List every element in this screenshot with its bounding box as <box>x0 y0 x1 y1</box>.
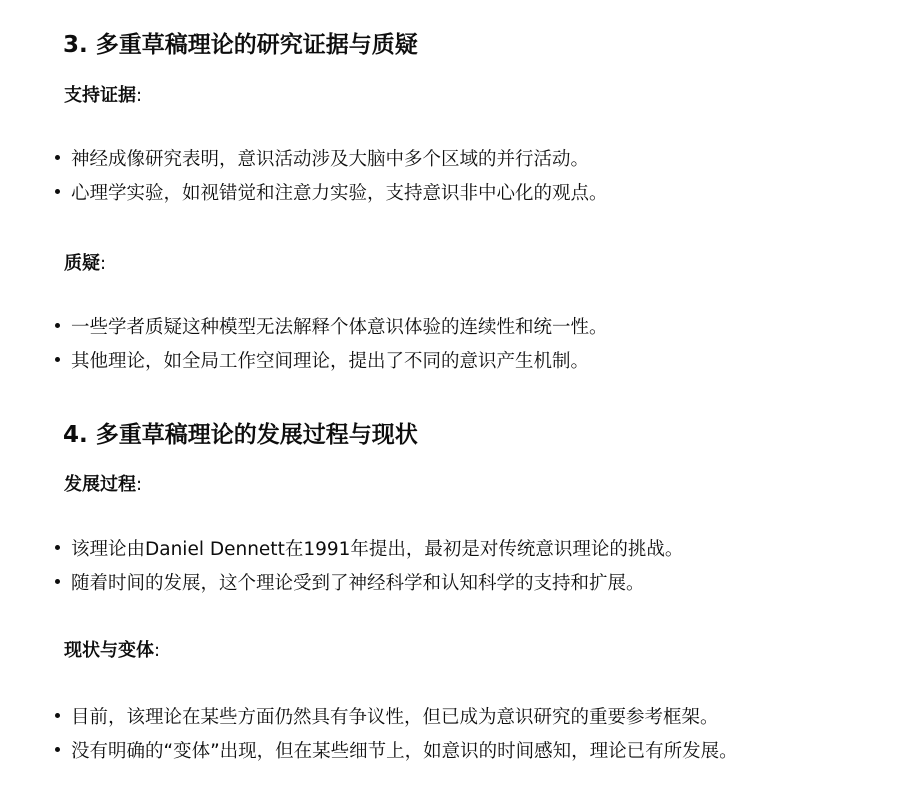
list-item-text: 其他理论，如全局工作空间理论，提出了不同的意识产生机制。 <box>71 351 590 372</box>
group-label-support-evidence <box>64 83 142 109</box>
bullet-dot <box>55 747 60 752</box>
bullet-dot <box>55 357 60 362</box>
bullet-dot <box>55 545 60 550</box>
bullet-dot <box>55 155 60 160</box>
group-label-status-variants <box>64 638 160 664</box>
bullet-dot <box>55 323 60 328</box>
list-item <box>0 314 608 348</box>
bullet-list-status-variants <box>0 704 738 772</box>
bullet-dot <box>55 579 60 584</box>
group-label-text: 现状与变体 <box>64 640 154 661</box>
bullet-list-development <box>0 536 683 604</box>
group-label-colon: : <box>136 85 143 106</box>
section-heading-4: 4. 多重草稿理论的发展过程与现状 <box>63 422 418 448</box>
list-item-text: 心理学实验，如视错觉和注意力实验，支持意识非中心化的观点。 <box>71 183 608 204</box>
group-label-text: 发展过程 <box>64 474 136 495</box>
group-label-development <box>64 472 142 498</box>
group-label-doubts <box>64 251 106 277</box>
list-item <box>0 536 683 570</box>
list-item <box>0 704 738 738</box>
group-label-colon: : <box>154 640 161 661</box>
group-label-text: 支持证据 <box>64 85 136 106</box>
list-item <box>0 180 608 214</box>
list-item <box>0 738 738 772</box>
list-item-text: 随着时间的发展，这个理论受到了神经科学和认知科学的支持和扩展。 <box>71 573 645 594</box>
section-heading-3: 3. 多重草稿理论的研究证据与质疑 <box>63 32 418 58</box>
bullet-dot <box>55 189 60 194</box>
list-item-text: 该理论由Daniel Dennett在1991年提出，最初是对传统意识理论的挑战。 <box>71 539 684 560</box>
list-item-text: 没有明确的“变体”出现，但在某些细节上，如意识的时间感知，理论已有所发展。 <box>71 741 738 762</box>
group-label-colon: : <box>100 253 107 274</box>
bullet-list-doubts <box>0 314 608 382</box>
group-label-colon: : <box>136 474 143 495</box>
bullet-list-support-evidence <box>0 146 608 214</box>
list-item <box>0 146 608 180</box>
bullet-dot <box>55 713 60 718</box>
group-label-text: 质疑 <box>64 253 100 274</box>
list-item <box>0 348 608 382</box>
list-item-text: 一些学者质疑这种模型无法解释个体意识体验的连续性和统一性。 <box>71 317 608 338</box>
list-item <box>0 570 683 604</box>
list-item-text: 神经成像研究表明，意识活动涉及大脑中多个区域的并行活动。 <box>71 149 590 170</box>
list-item-text: 目前，该理论在某些方面仍然具有争议性，但已成为意识研究的重要参考框架。 <box>71 707 719 728</box>
